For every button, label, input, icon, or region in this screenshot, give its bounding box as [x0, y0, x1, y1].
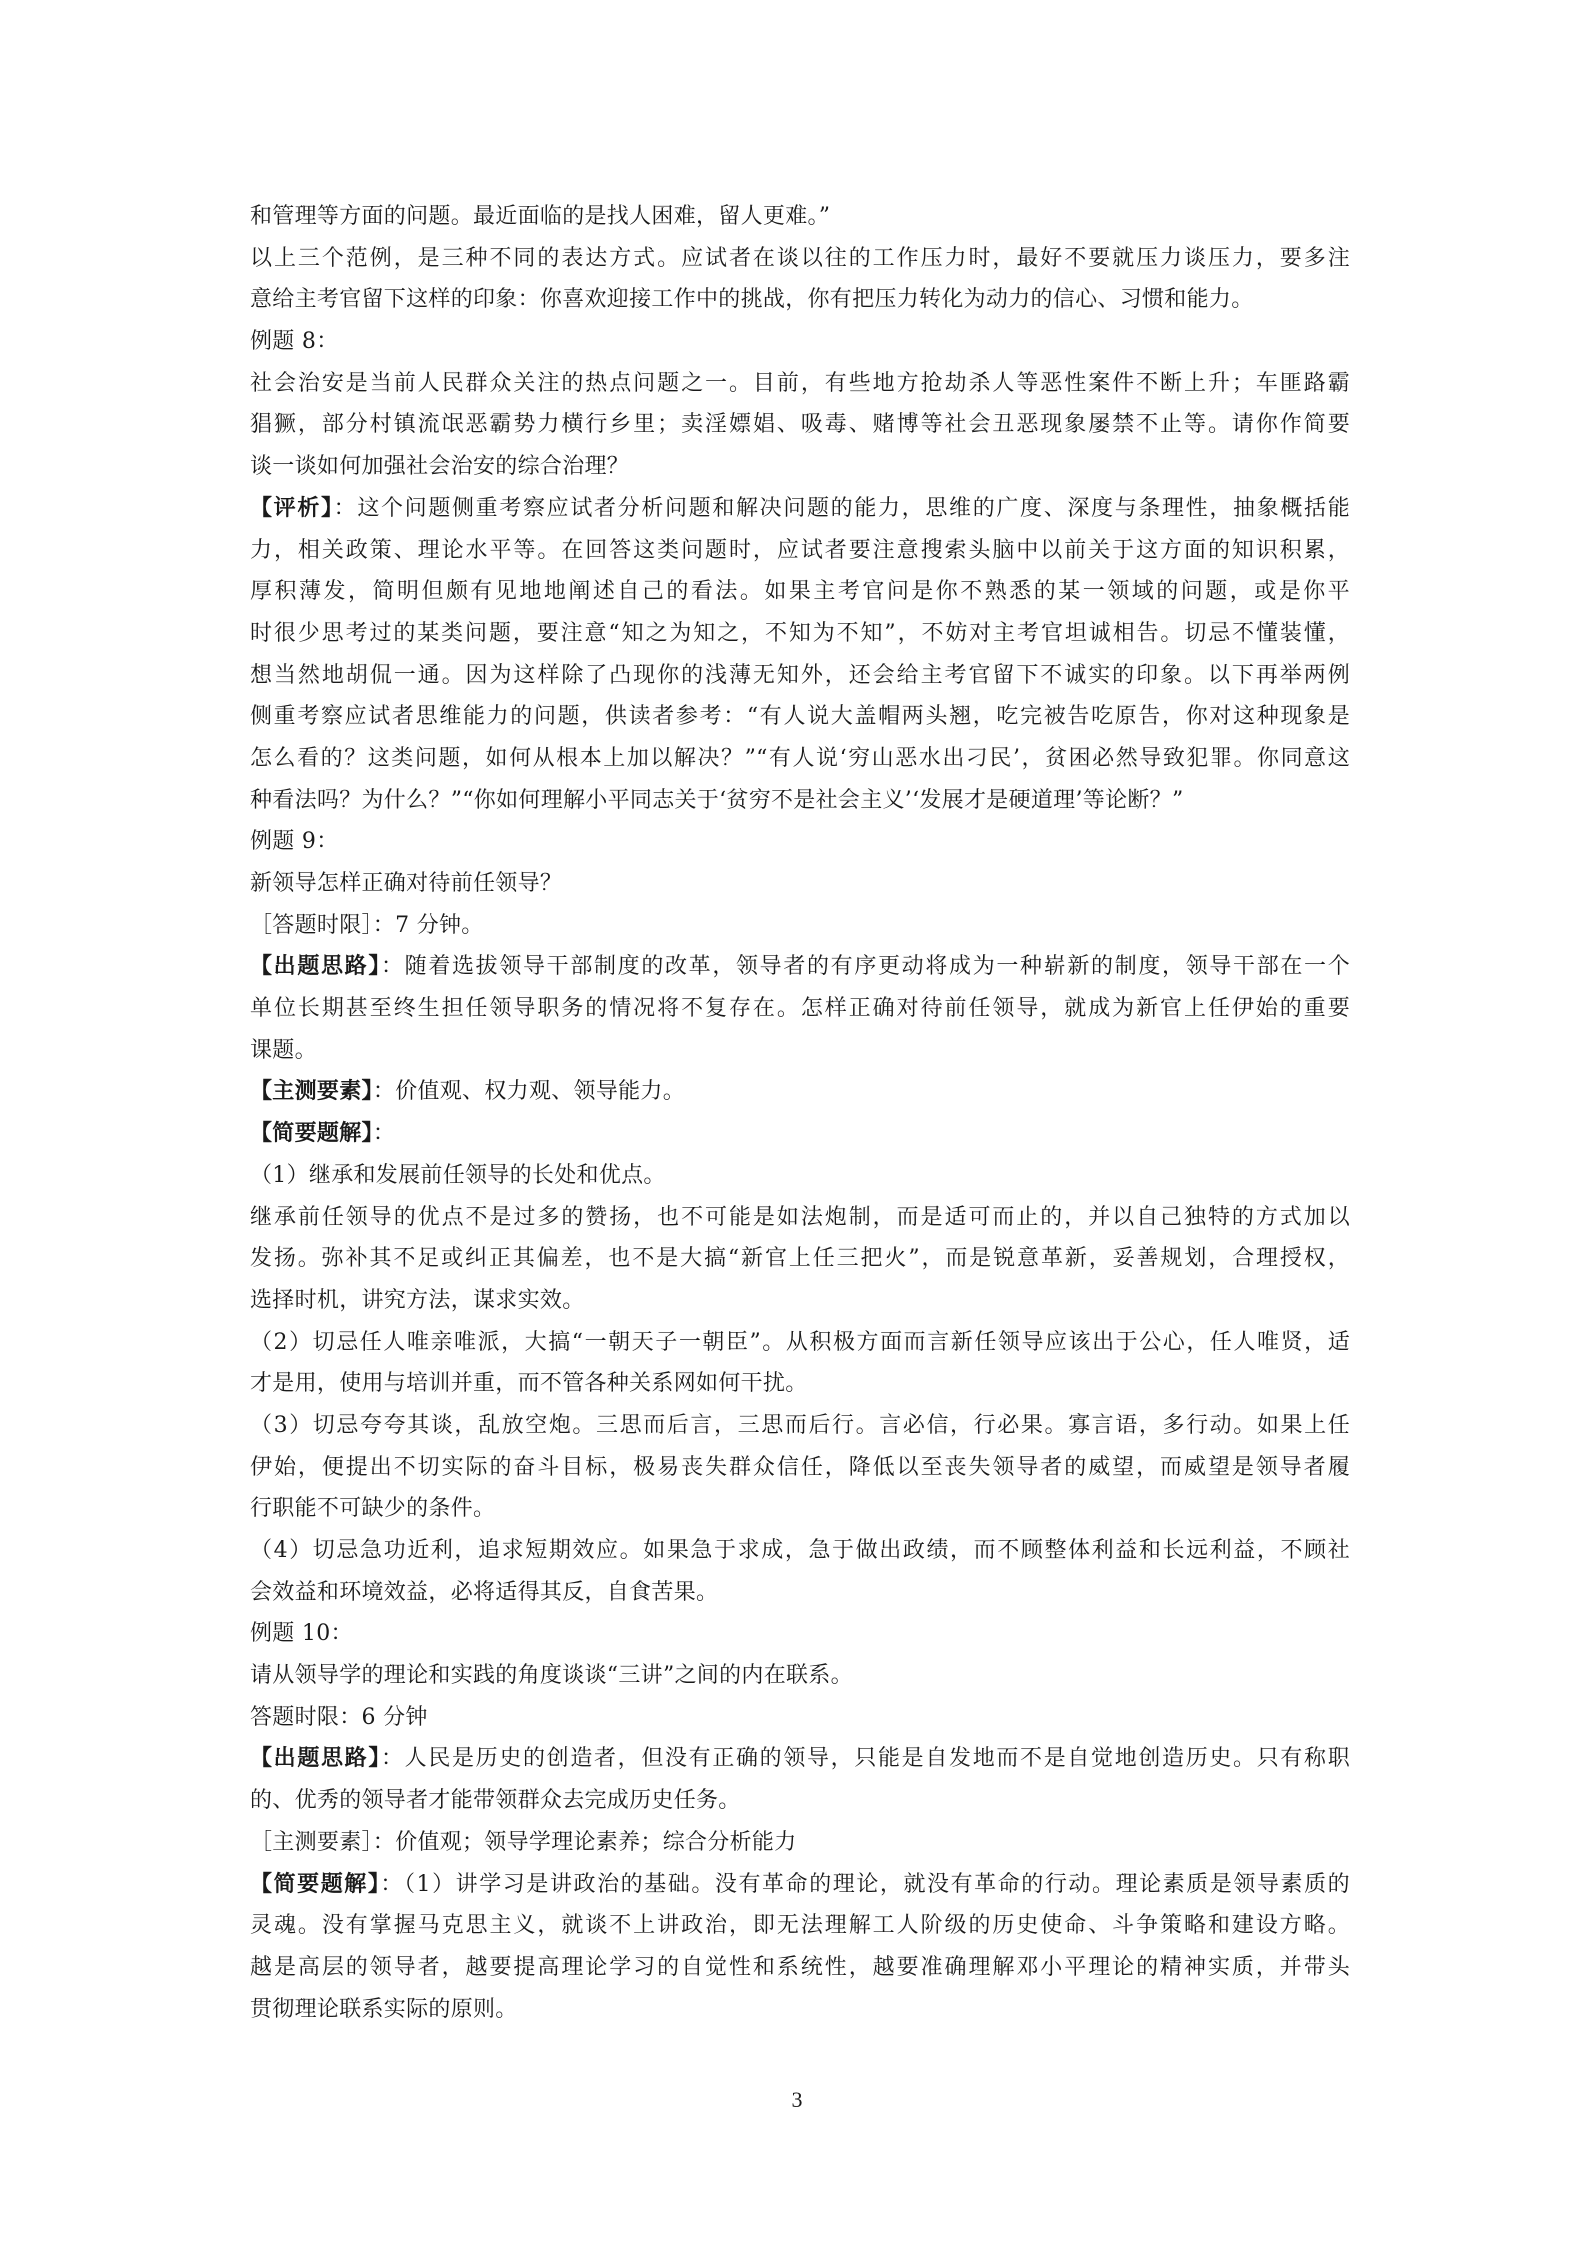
text-line: [250, 363, 1350, 405]
text-segment: 行职能不可缺少的条件。: [250, 1496, 496, 1522]
text-line: [250, 1697, 1350, 1739]
text-line: [250, 404, 1350, 446]
text-segment: 例题 10：: [250, 1621, 353, 1647]
text-segment: 课题。: [250, 1037, 317, 1063]
text-segment: ：价值观、权力观、领导能力。: [372, 1079, 686, 1105]
text-line: [250, 863, 1350, 905]
text-segment: 继承前任领导的优点不是过多的赞扬，也不可能是如法炮制，而是适可而止的，并以自己独特的方式加以: [250, 1204, 1350, 1230]
text-line: [250, 1738, 1350, 1780]
text-line: [250, 530, 1350, 572]
text-segment: 意给主考官留下这样的印象：你喜欢迎接工作中的挑战，你有把压力转化为动力的信心、习惯和能力。: [250, 287, 1254, 313]
text-segment: （4）切忌急功近利，追求短期效应。如果急于求成，急于做出政绩，而不顾整体利益和长远利益，不顾社: [250, 1538, 1350, 1563]
text-line: [250, 1572, 1350, 1614]
text-line: [250, 1197, 1350, 1239]
text-line: [250, 1071, 1350, 1113]
section-heading-label: 【简要题解】: [250, 1120, 373, 1147]
text-line: [250, 1155, 1350, 1197]
text-segment: 和管理等方面的问题。最近面临的是找人困难，留人更难。”: [250, 204, 831, 229]
text-segment: 越是高层的领导者，越要提高理论学习的自觉性和系统性，越要准确理解邓小平理论的精神实质，并带头: [250, 1954, 1350, 1980]
text-line: [250, 1238, 1350, 1280]
text-segment: 时很少思考过的某类问题，要注意“知之为知之，不知为不知”，不妨对主考官坦诚相告。切忌不懂装懂，: [250, 620, 1350, 646]
text-line: [250, 1822, 1350, 1864]
text-segment: 例题 8：: [250, 329, 339, 355]
section-heading-label: 【出题思路】: [250, 953, 382, 980]
text-segment: ：随着选拔领导干部制度的改革，领导者的有序更动将成为一种崭新的制度，领导干部在一个: [381, 954, 1350, 980]
text-line: [250, 780, 1350, 822]
text-line: [250, 1030, 1350, 1072]
text-line: [250, 696, 1350, 738]
text-line: [250, 738, 1350, 780]
text-line: [250, 1947, 1350, 1989]
text-segment: 灵魂。没有掌握马克思主义，就谈不上讲政治，即无法理解工人阶级的历史使命、斗争策略和建设方略。: [250, 1913, 1350, 1939]
page-number: 3: [791, 2087, 803, 2112]
document-body: [250, 196, 1350, 2030]
text-segment: 选择时机，讲究方法，谋求实效。: [250, 1287, 585, 1313]
text-segment: 力，相关政策、理论水平等。在回答这类问题时，应试者要注意搜索头脑中以前关于这方面的知识积累，: [250, 537, 1350, 563]
text-line: [250, 279, 1350, 321]
text-segment: 想当然地胡侃一通。因为这样除了凸现你的浅薄无知外，还会给主考官留下不诚实的印象。以下再举两例: [250, 662, 1350, 688]
text-line: [250, 1989, 1350, 2031]
text-segment: 才是用，使用与培训并重，而不管各种关系网如何干扰。: [250, 1371, 808, 1397]
text-segment: ［答题时限］：7 分钟。: [250, 912, 484, 938]
text-line: [250, 1530, 1350, 1572]
text-line: [250, 1613, 1350, 1655]
text-segment: 厚积薄发，简明但颇有见地地阐述自己的看法。如果主考官问是你不熟悉的某一领域的问题，或是你平: [250, 579, 1350, 605]
text-line: [250, 1655, 1350, 1697]
text-line: [250, 655, 1350, 697]
text-line: [250, 613, 1350, 655]
text-segment: 伊始，便提出不切实际的奋斗目标，极易丧失群众信任，降低以至丧失领导者的威望，而威望是领导者履: [250, 1454, 1350, 1480]
text-segment: 贯彻理论联系实际的原则。: [250, 1996, 518, 2022]
text-line: [250, 446, 1350, 488]
text-segment: 发扬。弥补其不足或纠正其偏差，也不是大搞“新官上任三把火”，而是锐意革新，妥善规划，合理授权，: [250, 1246, 1350, 1272]
text-line: [250, 1280, 1350, 1322]
text-segment: ：人民是历史的创造者，但没有正确的领导，只能是自发地而不是自觉地创造历史。只有称职: [381, 1746, 1350, 1772]
text-line: [250, 1780, 1350, 1822]
text-segment: 例题 9：: [250, 829, 339, 855]
text-segment: 单位长期甚至终生担任领导职务的情况将不复存在。怎样正确对待前任领导，就成为新官上任伊始的重要: [250, 996, 1350, 1022]
text-line: [250, 1905, 1350, 1947]
text-segment: （2）切忌任人唯亲唯派，大搞“一朝天子一朝臣”。从积极方面而言新任领导应该出于公心，任人唯贤，适: [250, 1329, 1350, 1355]
text-segment: （1）继承和发展前任领导的长处和优点。: [250, 1162, 666, 1188]
text-line: [250, 905, 1350, 947]
text-line: [250, 821, 1350, 863]
text-line: [250, 196, 1350, 238]
text-segment: 怎么看的？这类问题，如何从根本上加以解决？”“有人说‘穷山恶水出刁民’，贫困必然导致犯罪。你同意这: [250, 745, 1350, 771]
text-line: [250, 1113, 1350, 1155]
text-segment: 答题时限：6 分钟: [250, 1704, 428, 1730]
section-heading-label: 【主测要素】: [250, 1078, 373, 1105]
text-line: [250, 571, 1350, 613]
text-line: [250, 1488, 1350, 1530]
text-segment: 种看法吗？为什么？”“你如何理解小平同志关于‘贫穷不是社会主义’‘发展才是硬道理’等论断？”: [250, 787, 1184, 813]
text-segment: ［主测要素］：价值观；领导学理论素养；综合分析能力: [250, 1829, 797, 1855]
text-line: [250, 238, 1350, 280]
text-segment: 社会治安是当前人民群众关注的热点问题之一。目前，有些地方抢劫杀人等恶性案件不断上升；车匪路霸: [250, 370, 1350, 396]
text-line: [250, 488, 1350, 530]
section-heading-label: 【评析】: [250, 494, 334, 521]
text-segment: 谈一谈如何加强社会治安的综合治理？: [250, 454, 630, 480]
text-line: [250, 1447, 1350, 1489]
text-segment: ：: [372, 1121, 396, 1147]
text-line: [250, 1405, 1350, 1447]
text-line: [250, 1322, 1350, 1364]
section-heading-label: 【简要题解】: [250, 1870, 381, 1897]
text-segment: 猖獗，部分村镇流氓恶霸势力横行乡里；卖淫嫖娼、吸毒、赌博等社会丑恶现象屡禁不止等。请你作简要: [250, 412, 1350, 438]
text-segment: 请从领导学的理论和实践的角度谈谈“三讲”之间的内在联系。: [250, 1663, 853, 1689]
text-segment: ：这个问题侧重考察应试者分析问题和解决问题的能力，思维的广度、深度与条理性，抽象概括能: [333, 495, 1350, 521]
text-segment: （3）切忌夸夸其谈，乱放空炮。三思而后言，三思而后行。言必信，行必果。寡言语，多行动。如果上任: [250, 1412, 1350, 1438]
text-line: [250, 1864, 1350, 1906]
text-segment: 侧重考察应试者思维能力的问题，供读者参考：“有人说大盖帽两头翘，吃完被告吃原告，你对这种现象是: [250, 704, 1350, 730]
text-line: [250, 946, 1350, 988]
text-segment: 新领导怎样正确对待前任领导？: [250, 871, 563, 896]
text-segment: ：（1）讲学习是讲政治的基础。没有革命的理论，就没有革命的行动。理论素质是领导素质的: [380, 1871, 1350, 1897]
text-line: [250, 988, 1350, 1030]
text-line: [250, 321, 1350, 363]
text-segment: 以上三个范例，是三种不同的表达方式。应试者在谈以往的工作压力时，最好不要就压力谈压力，要多注: [250, 245, 1350, 271]
section-heading-label: 【出题思路】: [250, 1745, 382, 1772]
text-segment: 会效益和环境效益，必将适得其反，自食苦果。: [250, 1579, 719, 1605]
text-line: [250, 1363, 1350, 1405]
text-segment: 的、优秀的领导者才能带领群众去完成历史任务。: [250, 1788, 741, 1814]
